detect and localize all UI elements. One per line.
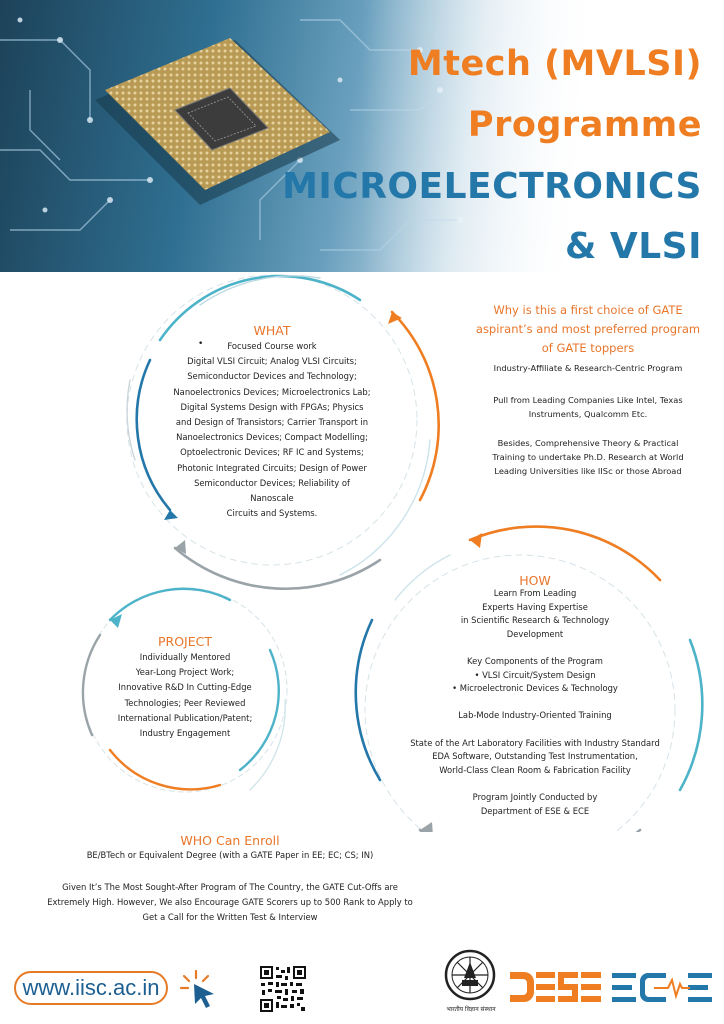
how-line (400, 723, 670, 737)
ece-logo (610, 968, 714, 1008)
who-eligibility: BE/BTech or Equivalent Degree (with a GATE Paper in EE; EC; CS; IN) (86, 850, 374, 860)
what-bullet: • (198, 339, 204, 349)
title-line-3: MICROELECTRONICS (282, 166, 702, 207)
how-line: EDA Software, Outstanding Test Instrumentation, (432, 751, 638, 762)
what-line: Digital Systems Design with FPGAs; Physics (180, 401, 364, 412)
project-line: Technologies; Peer Reviewed (124, 697, 246, 708)
why-heading-line: of GATE toppers (541, 341, 635, 355)
why-point (470, 393, 706, 421)
project-line: Individually Mentored (139, 652, 231, 662)
how-line: in Scientific Research & Technology (460, 615, 610, 626)
how-line: • Microelectronic Devices & Technology (452, 683, 618, 694)
what-line: and Design of Transistors; Carrier Transport in (175, 417, 369, 428)
how-line: Program Jointly Conducted by (472, 791, 598, 802)
what-line: Optoelectronic Devices; RF IC and Systems; (180, 447, 364, 458)
who-heading: WHO Can Enroll (180, 833, 280, 848)
what-line: Nanoelectronics Devices; Microelectronics Lab; (173, 386, 371, 397)
what-line: Nanoelectronics Devices; Compact Modelling; (176, 432, 368, 443)
why-point-line: Besides, Comprehensive Theory & Practical (497, 438, 679, 448)
dese-logo (508, 968, 604, 1006)
why-point (470, 436, 706, 478)
how-line: State of the Art Laboratory Facilities with Industry Standard (410, 737, 660, 748)
dese-logo-mark (508, 968, 604, 1006)
project-line: Year-Long Project Work; (135, 667, 235, 678)
who-note-line: Get a Call for the Written Test & Interview (142, 912, 318, 923)
cursor-click-icon (178, 968, 222, 1012)
how-line: • VLSI Circuit/System Design (474, 669, 596, 680)
how-line (400, 696, 670, 710)
how-text (400, 587, 670, 818)
why-point-line: Pull from Leading Companies Like Intel, Texas (493, 395, 683, 405)
project-line: Innovative R&D In Cutting-Edge (118, 682, 252, 693)
hero-banner (0, 0, 724, 272)
how-line: Key Components of the Program (467, 655, 603, 666)
project-text (95, 650, 275, 741)
what-text (172, 339, 372, 521)
how-line: Lab-Mode Industry-Oriented Training (458, 710, 612, 721)
how-line: Experts Having Expertise (482, 601, 588, 612)
iisc-emblem-icon (442, 948, 498, 1010)
how-line (400, 641, 670, 655)
how-heading: HOW (519, 573, 551, 588)
title-line-1: Mtech (MVLSI) (407, 44, 702, 84)
what-line: Digital VLSI Circuit; Analog VLSI Circuits; (187, 356, 357, 367)
why-section (470, 301, 706, 478)
project-line: International Publication/Patent; (117, 712, 253, 723)
title-line-4: & VLSI (564, 226, 702, 267)
iisc-caption: भारतीय विज्ञान संस्थान (446, 1006, 496, 1013)
why-heading-line: aspirant’s and most preferred program (475, 322, 701, 336)
how-line: World-Class Clean Room & Fabrication Facility (439, 764, 631, 775)
what-line: Semiconductor Devices and Technology; (187, 371, 357, 382)
qr-code-icon[interactable] (259, 965, 307, 1013)
why-point-line: Industry-Affiliate & Research-Centric Program (493, 363, 683, 373)
what-line: Photonic Integrated Circuits; Design of Power (177, 462, 367, 473)
who-note (20, 880, 440, 926)
project-line: Industry Engagement (139, 728, 231, 739)
how-line (400, 777, 670, 791)
what-line: Semiconductor Devices; Reliability of Nanoscale (194, 477, 350, 504)
why-point-line: Leading Universities like IISc or those Abroad (494, 466, 682, 476)
ece-logo-mark (610, 968, 714, 1008)
why-point-line: Training to undertake Ph.D. Research at World (492, 452, 684, 462)
who-note-line: Given It’s The Most Sought-After Program of The Country, the GATE Cut-Offs are (62, 882, 398, 892)
project-heading: PROJECT (157, 634, 212, 649)
what-line: Focused Course work (227, 341, 317, 351)
what-heading: WHAT (253, 323, 291, 338)
how-line: Department of ESE & ECE (480, 805, 590, 816)
website-link[interactable]: www.iisc.ac.in (14, 971, 168, 1005)
why-point (470, 361, 706, 375)
why-point-line: Instruments, Qualcomm Etc. (528, 409, 648, 419)
how-line: Learn From Leading (493, 588, 577, 598)
how-line: Development (506, 628, 564, 639)
title-line-2: Programme (467, 105, 702, 145)
who-note-line: Extremely High. However, We also Encourage GATE Scorers up to 500 Rank to Apply to (47, 897, 413, 908)
what-line: Circuits and Systems. (226, 508, 318, 519)
why-heading-line: Why is this a first choice of GATE (493, 303, 683, 317)
